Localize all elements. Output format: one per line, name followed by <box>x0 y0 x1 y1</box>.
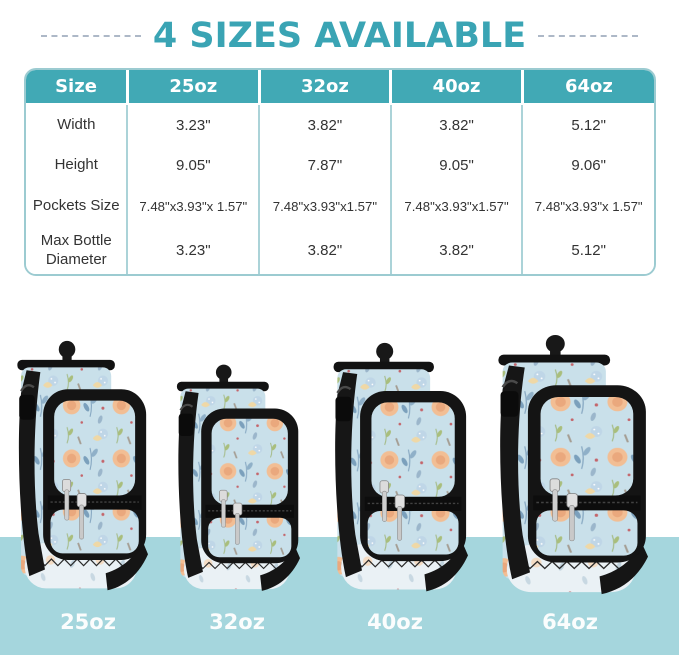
row-label-height: Height <box>26 145 127 186</box>
title-dash-left <box>41 35 141 37</box>
pockets-value-32oz: 7.48"x3.93"x1.57" <box>259 186 391 227</box>
maxdiam-value-40oz: 3.82" <box>391 227 523 274</box>
title-row <box>0 0 679 66</box>
height-value-32oz: 7.87" <box>259 145 391 186</box>
row-label-max-bottle-diameter: Max Bottle Diameter <box>26 227 127 274</box>
column-header-32oz: 32oz <box>259 70 391 104</box>
bottle-carrier-image-25oz <box>10 338 148 596</box>
maxdiam-value-32oz: 3.82" <box>259 227 391 274</box>
table-row <box>26 186 654 227</box>
pockets-value-40oz: 7.48"x3.93"x1.57" <box>391 186 523 227</box>
width-value-25oz: 3.23" <box>127 104 259 145</box>
bottle-carrier-image-64oz <box>490 332 648 600</box>
size-table-wrap <box>24 68 656 276</box>
table-row <box>26 104 654 145</box>
height-value-40oz: 9.05" <box>391 145 523 186</box>
height-value-25oz: 9.05" <box>127 145 259 186</box>
product-label-40oz: 40oz <box>367 610 423 634</box>
product-label-25oz: 25oz <box>60 610 116 634</box>
column-header-25oz: 25oz <box>127 70 259 104</box>
bottle-carrier-image-40oz <box>326 340 468 597</box>
column-header-size: Size <box>26 70 127 104</box>
width-value-40oz: 3.82" <box>391 104 523 145</box>
row-label-pockets-size: Pockets Size <box>26 186 127 227</box>
column-header-40oz: 40oz <box>391 70 523 104</box>
pockets-value-25oz: 7.48"x3.93"x 1.57" <box>127 186 259 227</box>
page-title: 4 SIZES AVAILABLE <box>152 16 527 56</box>
size-table <box>26 70 654 274</box>
title-dash-right <box>538 35 638 37</box>
width-value-64oz: 5.12" <box>522 104 654 145</box>
product-label-64oz: 64oz <box>542 610 598 634</box>
table-row <box>26 227 654 274</box>
height-value-64oz: 9.06" <box>522 145 654 186</box>
row-label-width: Width <box>26 104 127 145</box>
table-row <box>26 145 654 186</box>
bottle-carrier-image-32oz <box>170 362 300 596</box>
column-header-64oz: 64oz <box>522 70 654 104</box>
maxdiam-value-25oz: 3.23" <box>127 227 259 274</box>
table-header-row <box>26 70 654 104</box>
pockets-value-64oz: 7.48"x3.93"x 1.57" <box>522 186 654 227</box>
product-label-32oz: 32oz <box>209 610 265 634</box>
maxdiam-value-64oz: 5.12" <box>522 227 654 274</box>
products-section <box>0 300 679 655</box>
width-value-32oz: 3.82" <box>259 104 391 145</box>
